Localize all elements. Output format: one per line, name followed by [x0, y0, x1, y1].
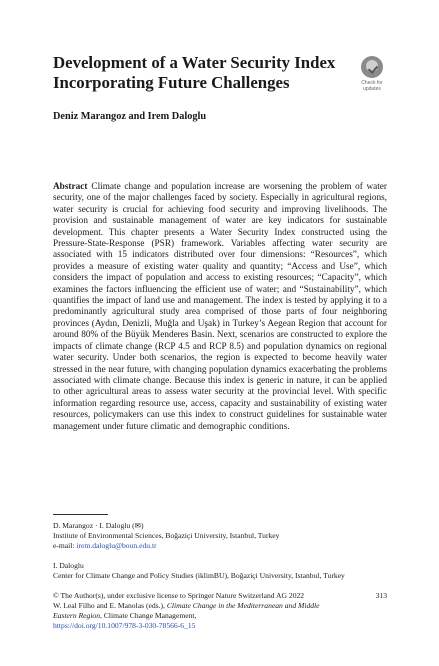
series-name: , Climate Change Management, [100, 610, 197, 620]
footnote-center: Center for Climate Change and Policy Studies (iklimBU), Boğaziçi University, Istanbul, Turkey [53, 570, 345, 580]
footnote-affiliation-1 [53, 521, 387, 551]
citation-line-1 [53, 601, 387, 611]
license-row [53, 591, 387, 601]
email-link[interactable]: irem.daloglu@boun.edu.tr [76, 540, 157, 550]
footnote-email-line [53, 541, 387, 551]
check-updates-icon [361, 56, 383, 78]
abstract [53, 182, 387, 433]
authors: Deniz Marangoz and Irem Daloglu [53, 111, 207, 122]
citation-line-2 [53, 611, 387, 621]
citation-editors: W. Leal Filho and E. Manolas (eds.), [53, 600, 167, 610]
footnote-author-2: I. Daloglu [53, 561, 84, 570]
license-block [53, 591, 387, 631]
badge-label [355, 80, 389, 92]
badge-line-2: updates [363, 86, 381, 92]
doi-line [53, 621, 387, 631]
footnote-divider [53, 514, 108, 515]
footnote-authors: D. Marangoz · I. Daloglu (✉) [53, 521, 144, 530]
abstract-label: Abstract [53, 182, 88, 192]
footnote-affiliation-2 [53, 561, 387, 581]
footnote-institute: Institute of Environmental Sciences, Boğaziçi University, Istanbul, Turkey [53, 530, 280, 540]
check-for-updates-badge[interactable] [355, 56, 389, 96]
email-label: e-mail: [53, 540, 77, 550]
doi-link[interactable]: https://doi.org/10.1007/978-3-030-78566-6_15 [53, 620, 196, 630]
book-title-part-2: Eastern Region [53, 610, 101, 620]
book-title-part-1: Climate Change in the Mediterranean and Middle [166, 600, 320, 610]
badge-line-1: Check for [361, 80, 383, 86]
copyright-line: © The Author(s), under exclusive license to Springer Nature Switzerland AG 2022 [53, 591, 305, 600]
abstract-text: Climate change and population increase are worsening the problem of water security, one of the major challenges faced by society. Especially in agricultural regions, water security is crucial for achieving food security and improving livelihoods. The provision and sustainable management of water are key indicators for sustainable development. This chapter presents a Water Security Index constructed using the Pressure-State-Response (PSR) framework. Variables affecting water security are associated with 15 indicators distributed over four dimensions: “Resources”, which provides a measure of existing water quality and quantity; “Access and Use”, which considers the impact of population and access to existing resources; “Capacity”, which examines the factors influencing the efficient use of water; and “Sustainability”, which quantifies the impact of land use and management. The index is tested by applying it to a predominantly agricultural study area comprised of those parts of four neighboring provinces (Aydın, Denizli, Muğla and Uşak) in Turkey’s Aegean Region that account for around 80% of the Büyük Menderes Basin. Next, scenarios are constructed to explore the impacts of climate change (RCP 4.5 and RCP 8.5) and population dynamics on regional water security. Under both scenarios, the region is expected to become heavily water stressed in the near future, with changing population dynamics exacerbating the problems associated with climate change. Because this index is generic in nature, it can be applied to other agricultural areas to assess water security at the provincial level. With specific information regarding resource use, access, capacity and sustainability of existing water resources, policymakers can use this index to construct guidelines for sustainable water management under future climatic and demographic conditions. [53, 182, 387, 432]
chapter-title: Development of a Water Security Index Incorporating Future Challenges [53, 53, 336, 92]
page-number: 313 [375, 591, 387, 600]
